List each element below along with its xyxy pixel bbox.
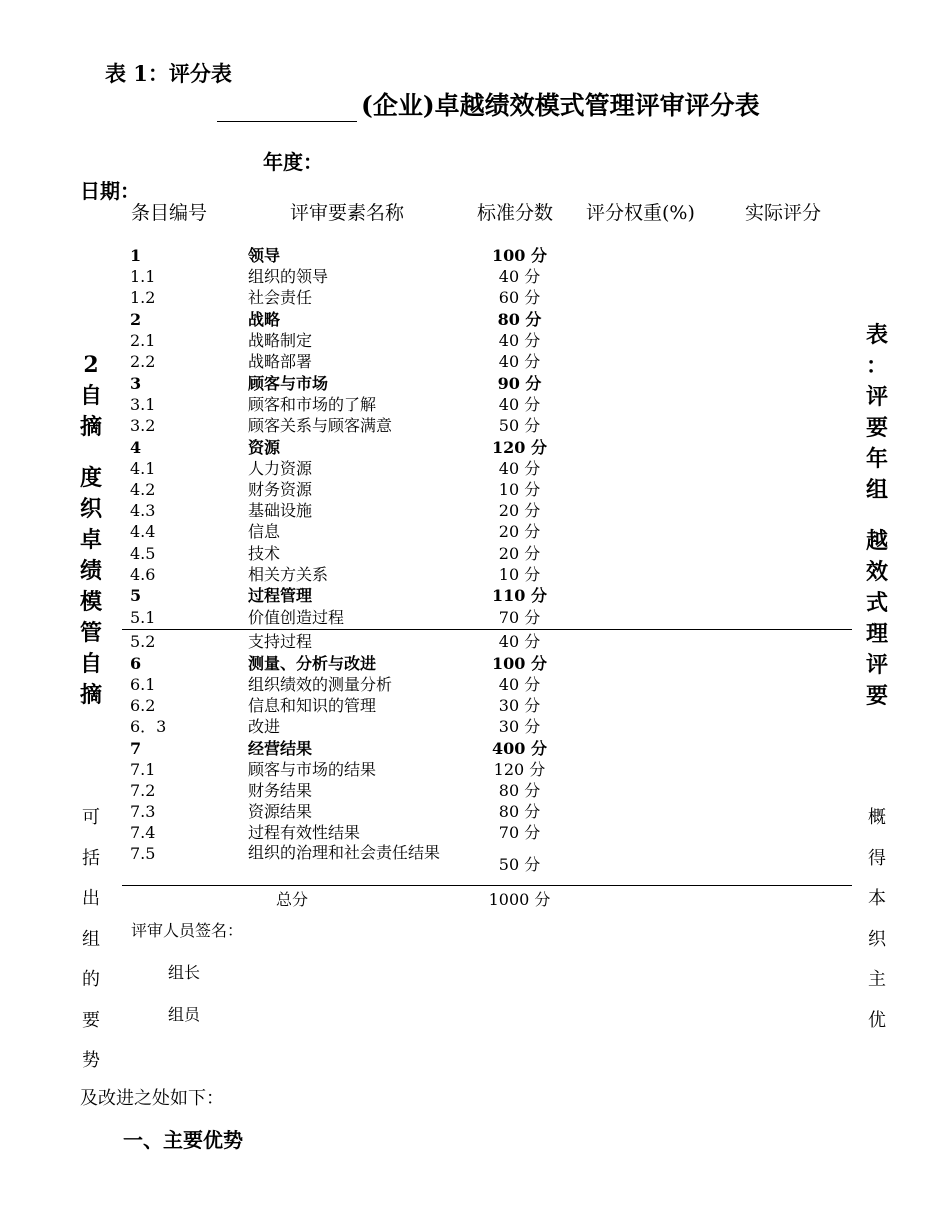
vertical-char: 模: [79, 589, 102, 615]
signature-member: 组员: [168, 1005, 201, 1024]
section-heading: 一、主要优势: [123, 1128, 243, 1152]
vertical-char: 优: [868, 1009, 886, 1031]
company-blank: [217, 97, 357, 122]
col-header-number: 条目编号: [131, 202, 208, 224]
year-label: 年度：: [263, 150, 323, 174]
vertical-char: 要: [865, 683, 888, 709]
vertical-char: 式: [865, 590, 888, 616]
table-row: [0, 479, 950, 500]
table-row: [0, 780, 950, 801]
col-header-actual: 实际评分: [745, 202, 822, 224]
row-element-name: 组织绩效的测量分析: [248, 675, 393, 694]
row-number: 1.1: [130, 267, 156, 286]
vertical-char: 评: [865, 384, 888, 410]
signature-leader: 组长: [168, 963, 201, 982]
table-row: [0, 309, 950, 330]
row-element-name: 组织的治理和社会责任结果: [248, 843, 441, 862]
row-number: 3.2: [130, 416, 156, 435]
row-number: 6: [130, 654, 142, 673]
row-standard-score: 30 分: [498, 717, 541, 736]
vertical-char: 表: [865, 322, 888, 348]
row-number: 4.3: [130, 501, 156, 520]
vertical-char: ：: [865, 353, 888, 379]
row-number: 3: [130, 374, 142, 393]
row-number: 7.5: [130, 844, 156, 863]
table-row: [0, 843, 950, 874]
row-element-name: 价值创造过程: [248, 608, 345, 627]
col-header-weight: 评分权重(%): [586, 202, 695, 224]
signature-title: 评审人员签名：: [131, 921, 244, 940]
row-element-name: 财务资源: [248, 480, 313, 499]
row-number: 4.2: [130, 480, 156, 499]
page-title-text: (企业)卓越绩效模式管理评审评分表: [361, 91, 760, 120]
row-number: 4.4: [130, 522, 156, 541]
table-row: [0, 674, 950, 695]
row-number: 4.5: [130, 544, 156, 563]
row-standard-score: 90 分: [497, 374, 542, 393]
vertical-char: 度: [79, 465, 102, 491]
row-element-name: 过程有效性结果: [248, 823, 361, 842]
row-standard-score: 70 分: [498, 608, 541, 627]
table-row: [0, 585, 950, 606]
row-number: 2: [130, 310, 142, 329]
table-divider: [122, 629, 852, 630]
table-row: [0, 759, 950, 780]
row-standard-score: 120 分: [493, 760, 546, 779]
right-vertical-regular: [862, 798, 892, 1041]
row-element-name: 顾客与市场的结果: [248, 760, 377, 779]
row-number: 2.1: [130, 331, 156, 350]
row-standard-score: 30 分: [498, 696, 541, 715]
row-element-name: 相关方关系: [248, 565, 329, 584]
row-number: 7: [130, 739, 142, 758]
table-row: [0, 437, 950, 458]
vertical-char: 越: [865, 528, 888, 554]
row-element-name: 战略: [248, 310, 281, 329]
row-element-name: 顾客关系与顾客满意: [248, 416, 393, 435]
row-element-name: 信息和知识的管理: [248, 696, 377, 715]
vertical-char: 可: [82, 807, 100, 828]
vertical-char: 主: [868, 969, 886, 990]
row-standard-score: 120 分: [492, 438, 547, 457]
vertical-char: 要: [82, 1009, 100, 1031]
total-score: 1000 分: [488, 890, 551, 909]
vertical-char: 组: [865, 477, 888, 503]
vertical-gap: [76, 443, 106, 463]
vertical-char: 年: [865, 446, 888, 472]
row-number: 4.6: [130, 565, 156, 584]
row-standard-score: 40 分: [498, 632, 541, 651]
row-element-name: 顾客与市场: [248, 374, 329, 393]
total-divider: [122, 885, 852, 886]
date-label: 日期：: [80, 179, 140, 203]
row-number: 6.1: [130, 675, 156, 694]
row-element-name: 资源结果: [248, 802, 313, 821]
row-element-name: 支持过程: [248, 632, 313, 651]
vertical-char: 摘: [79, 414, 102, 440]
row-element-name: 人力资源: [248, 459, 313, 478]
row-standard-score: 40 分: [498, 331, 541, 350]
row-standard-score: 10 分: [498, 565, 541, 584]
table-row: [0, 458, 950, 479]
row-number: 4.1: [130, 459, 156, 478]
row-standard-score: 40 分: [498, 675, 541, 694]
row-number: 6.2: [130, 696, 156, 715]
vertical-char: 得: [868, 847, 886, 869]
row-standard-score: 80 分: [498, 781, 541, 800]
row-standard-score: 40 分: [498, 459, 541, 478]
vertical-char: 织: [79, 496, 102, 522]
row-standard-score: 40 分: [498, 267, 541, 286]
vertical-char: 效: [865, 559, 888, 585]
table-row: [0, 716, 950, 737]
row-element-name: 财务结果: [248, 781, 313, 800]
table-row: [0, 373, 950, 394]
col-header-score: 标准分数: [477, 202, 554, 224]
table-row: [0, 695, 950, 716]
row-element-name: 战略部署: [248, 352, 313, 371]
vertical-char: 自: [79, 651, 102, 677]
vertical-char: 的: [82, 969, 100, 990]
left-vertical-bold: [76, 350, 106, 711]
table-row: [0, 564, 950, 585]
row-standard-score: 100 分: [492, 246, 547, 265]
table-row: [0, 822, 950, 843]
row-element-name: 经营结果: [248, 739, 313, 758]
total-label: 总分: [276, 890, 309, 909]
vertical-char: 理: [865, 621, 888, 647]
table-row: [0, 653, 950, 674]
vertical-char: 组: [82, 928, 100, 950]
table-row: [0, 245, 950, 266]
vertical-char: 本: [868, 888, 886, 909]
table-row: [0, 351, 950, 372]
row-standard-score: 70 分: [498, 823, 541, 842]
row-standard-score: 80 分: [497, 310, 542, 329]
row-standard-score: 10 分: [498, 480, 541, 499]
page-title: [217, 86, 760, 122]
row-number: 7.2: [130, 781, 156, 800]
vertical-char: 2: [83, 352, 99, 378]
table-label: 表 1：评分表: [105, 61, 232, 86]
vertical-char: 织: [868, 928, 886, 950]
row-standard-score: 40 分: [498, 395, 541, 414]
vertical-char: 概: [868, 807, 886, 828]
row-standard-score: 400 分: [492, 739, 547, 758]
vertical-char: 括: [82, 847, 100, 869]
row-element-name: 组织的领导: [248, 267, 329, 286]
right-vertical-bold: [862, 320, 892, 712]
row-number: 2.2: [130, 352, 156, 371]
row-standard-score: 20 分: [498, 544, 541, 563]
row-standard-score: 20 分: [498, 522, 541, 541]
table-row: [0, 607, 950, 628]
row-number: 5.2: [130, 632, 156, 651]
row-element-name: 技术: [248, 544, 281, 563]
row-element-name: 过程管理: [248, 586, 313, 605]
vertical-char: 卓: [79, 527, 102, 553]
row-element-name: 顾客和市场的了解: [248, 395, 377, 414]
row-element-name: 战略制定: [248, 331, 313, 350]
vertical-gap: [862, 506, 892, 526]
row-number: 5: [130, 586, 142, 605]
row-element-name: 改进: [248, 717, 281, 736]
row-element-name: 社会责任: [248, 288, 313, 307]
row-number: 4: [130, 438, 142, 457]
vertical-char: 势: [82, 1050, 100, 1071]
left-vertical-regular: [76, 798, 106, 1082]
vertical-char: 绩: [79, 558, 102, 584]
row-number: 7.1: [130, 760, 156, 779]
row-element-name: 领导: [248, 246, 281, 265]
col-header-name: 评审要素名称: [290, 202, 405, 224]
table-row: [0, 394, 950, 415]
table-row: [0, 500, 950, 521]
row-number: 1: [130, 246, 142, 265]
vertical-char: 评: [865, 652, 888, 678]
row-standard-score: 100 分: [492, 654, 547, 673]
table-row: [0, 543, 950, 564]
table-row: [0, 801, 950, 822]
table-row: [0, 631, 950, 652]
row-standard-score: 40 分: [498, 352, 541, 371]
table-row: [0, 738, 950, 759]
table-row: [0, 415, 950, 436]
improve-text: 及改进之处如下：: [80, 1088, 224, 1109]
row-element-name: 资源: [248, 438, 281, 457]
row-standard-score: 110 分: [492, 586, 547, 605]
row-standard-score: 50 分: [498, 855, 541, 874]
row-number: 3.1: [130, 395, 156, 414]
table-row: [0, 266, 950, 287]
vertical-char: 出: [82, 888, 100, 909]
row-number: 6．3: [130, 717, 167, 736]
row-number: 1.2: [130, 288, 156, 307]
row-standard-score: 50 分: [498, 416, 541, 435]
row-standard-score: 20 分: [498, 501, 541, 520]
row-standard-score: 80 分: [498, 802, 541, 821]
row-standard-score: 60 分: [498, 288, 541, 307]
row-element-name: 信息: [248, 522, 281, 541]
table-row: [0, 521, 950, 542]
vertical-char: 自: [79, 383, 102, 409]
row-number: 5.1: [130, 608, 156, 627]
row-number: 7.4: [130, 823, 156, 842]
row-element-name: 测量、分析与改进: [248, 654, 377, 673]
vertical-char: 要: [865, 415, 888, 441]
table-row: [0, 330, 950, 351]
vertical-char: 管: [79, 620, 102, 646]
row-element-name: 基础设施: [248, 501, 313, 520]
table-row: [0, 287, 950, 308]
row-number: 7.3: [130, 802, 156, 821]
vertical-char: 摘: [79, 682, 102, 708]
